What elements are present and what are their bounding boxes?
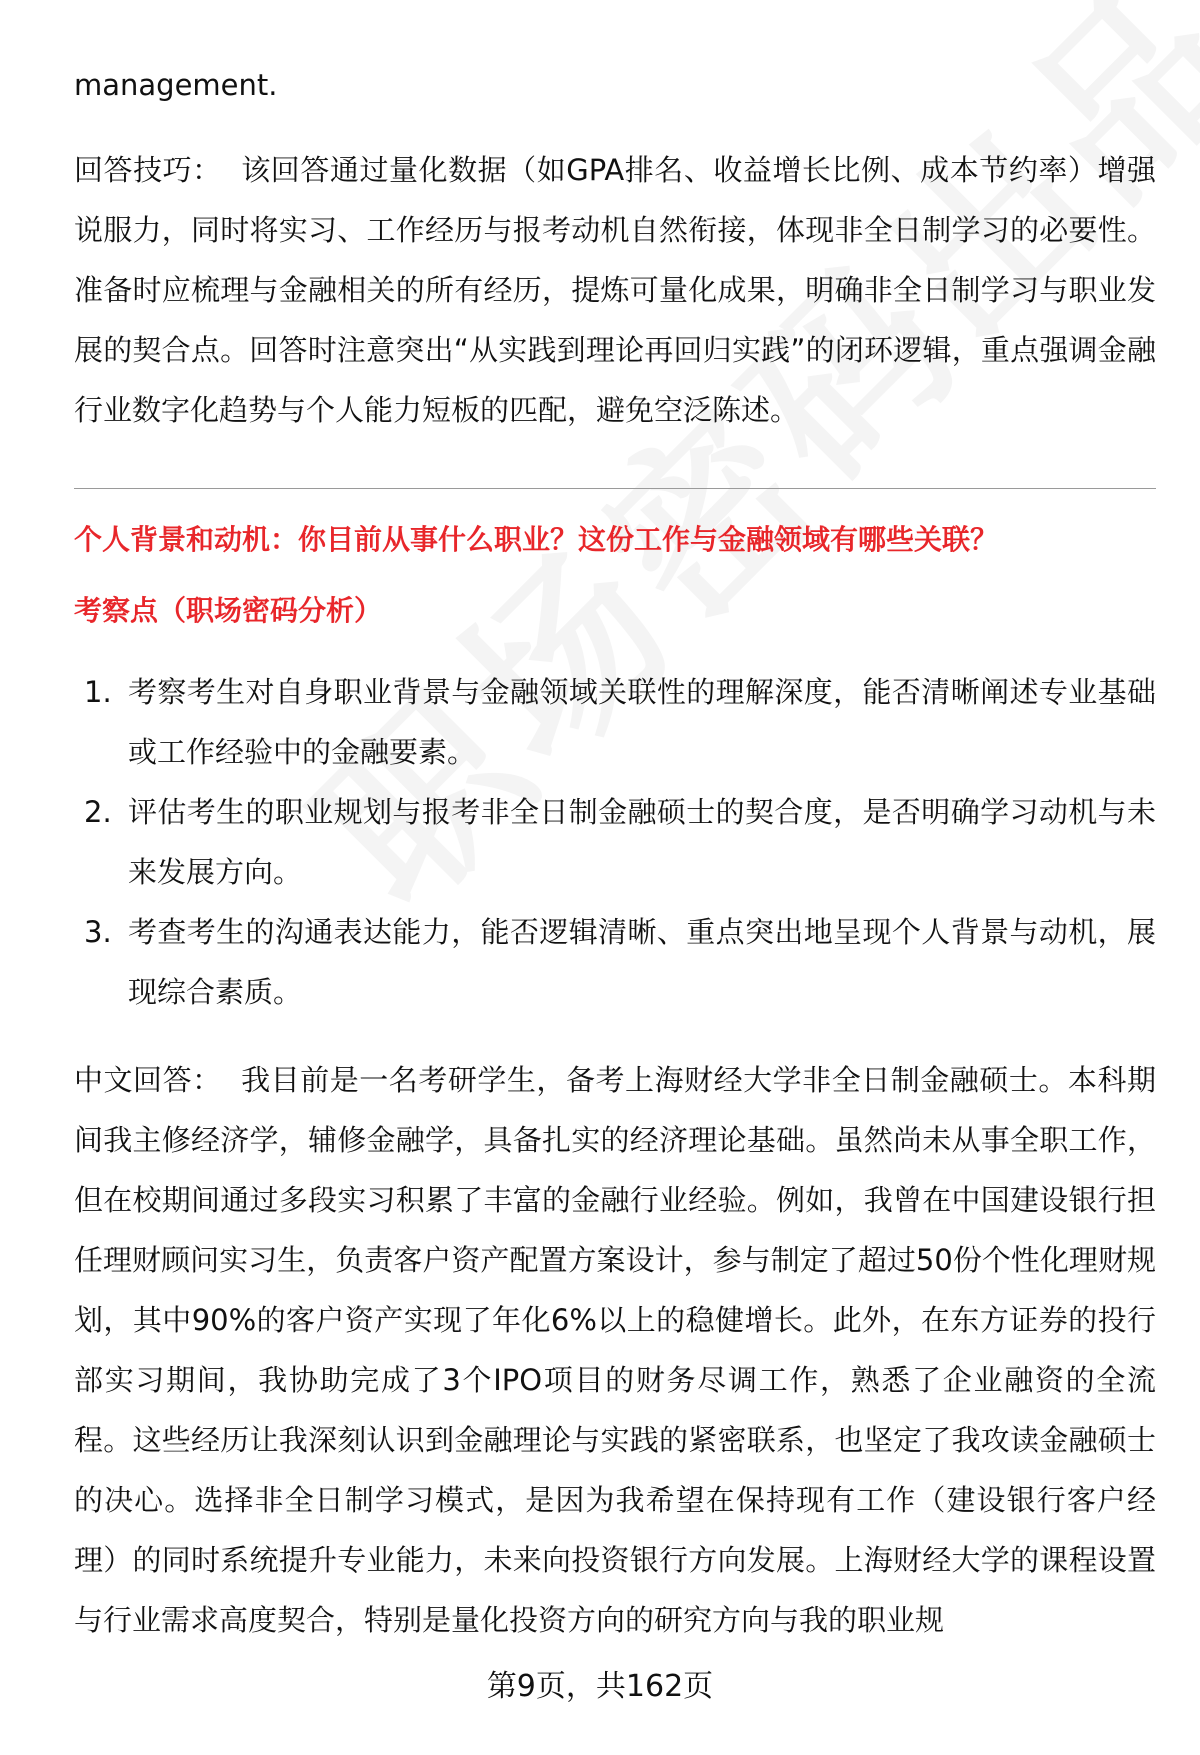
section-divider	[74, 488, 1156, 489]
list-item	[74, 782, 1156, 902]
chinese-answer-label: 中文回答：	[74, 1063, 222, 1097]
answer-tips-paragraph	[74, 140, 1156, 440]
assessment-points-list	[74, 662, 1156, 1022]
chinese-answer-section	[74, 1050, 1156, 1650]
list-item-text: 评估考生的职业规划与报考非全日制金融硕士的契合度，是否明确学习动机与未来发展方向。	[128, 795, 1156, 889]
list-item-number: 2.	[84, 795, 112, 829]
list-item-text: 考查考生的沟通表达能力，能否逻辑清晰、重点突出地呈现个人背景与动机，展现综合素质。	[128, 915, 1156, 1009]
question-heading: 个人背景和动机：你目前从事什么职业？这份工作与金融领域有哪些关联？	[74, 523, 999, 556]
chinese-answer-paragraph	[74, 1050, 1156, 1650]
continued-text-fragment: management.	[74, 68, 278, 102]
chinese-answer-text: 我目前是一名考研学生，备考上海财经大学非全日制金融硕士。本科期间我主修经济学，辅修金融学，具备扎实的经济理论基础。虽然尚未从事全职工作，但在校期间通过多段实习积累了丰富的金融行业经验。例如，我曾在中国建设银行担任理财顾问实习生，负责客户资产配置方案设计，参与制定了超过50份个性化理财规划，其中90%的客户资产实现了年化6%以上的稳健增长。此外，在东方证券的投行部实习期间，我协助完成了3个IPO项目的财务尽调工作，熟悉了企业融资的全流程。这些经历让我深刻认识到金融理论与实践的紧密联系，也坚定了我攻读金融硕士的决心。选择非全日制学习模式，是因为我希望在保持现有工作（建设银行客户经理）的同时系统提升专业能力，未来向投资银行方向发展。上海财经大学的课程设置与行业需求高度契合，特别是量化投资方向的研究方向与我的职业规	[74, 1063, 1156, 1637]
page-number-footer: 第9页，共162页	[486, 1669, 714, 1704]
answer-tips-section	[74, 140, 1156, 440]
list-item-text: 考察考生对自身职业背景与金融领域关联性的理解深度，能否清晰阐述专业基础或工作经验中的金融要素。	[128, 675, 1156, 769]
answer-tips-text: 该回答通过量化数据（如GPA排名、收益增长比例、成本节约率）增强说服力，同时将实习、工作经历与报考动机自然衔接，体现非全日制学习的必要性。准备时应梳理与金融相关的所有经历，提炼可量化成果，明确非全日制学习与职业发展的契合点。回答时注意突出“从实践到理论再回归实践”的闭环逻辑，重点强调金融行业数字化趋势与个人能力短板的匹配，避免空泛陈述。	[74, 153, 1156, 427]
list-item	[74, 662, 1156, 782]
list-item-number: 3.	[84, 915, 112, 949]
list-item	[74, 902, 1156, 1022]
answer-tips-label: 回答技巧：	[74, 153, 222, 187]
list-item-number: 1.	[84, 675, 112, 709]
assessment-points-heading: 考察点（职场密码分析）	[74, 594, 383, 627]
